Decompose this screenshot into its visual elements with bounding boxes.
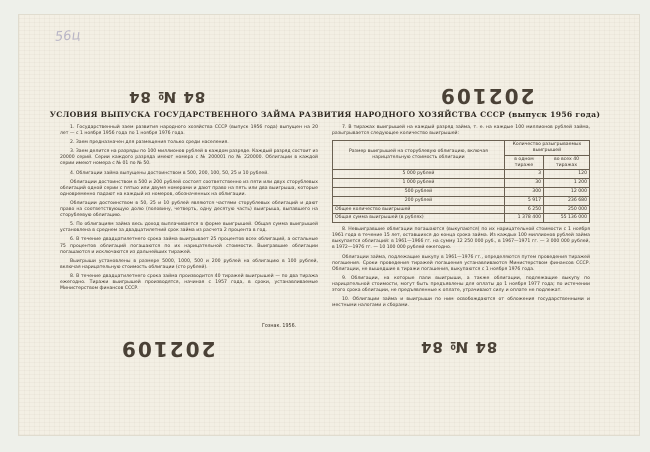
total-count-one: 6 250 — [504, 205, 543, 214]
total-count-all: 250 000 — [544, 205, 590, 214]
left-paragraph: Облигации достоинством в 500 и 200 рублей состоят соответственно из пяти или двух сторублевых облигаций одной серии с пятью или двумя номерами и дают право на пять или два выигрыша, которые одновременно падают на каждый из номеров, обозначенных на облигации. — [60, 179, 318, 197]
left-column — [60, 125, 318, 295]
prize-amount: 1 000 рублей — [333, 179, 505, 188]
bond-number-bottom-left: 202109 — [120, 337, 216, 361]
left-paragraph: 1. Государственный заем развития народного хозяйства СССР (выпуск 1956 года) выпущен на 20 лет — с 1 ноября 1956 года по 1 ноября 1976 года. — [60, 125, 318, 137]
right-intro: 7. В тиражах выигрышей на каждый разряд займа, т. е. на каждые 100 миллионов рублей займа, разыгрывается следующее количество выигрышей: — [332, 125, 590, 137]
total-sum-all: 55 136 000 — [544, 214, 590, 223]
left-paragraph: 5. По облигациям займа весь доход выплачивается в форме выигрышей. Общая сумма выигрышей установлена в среднем за двадцатилетний срок займа из расчета 2 процента в год. — [60, 222, 318, 234]
left-paragraph: 3. Заем делится на разряды по 100 миллионов рублей в каждом разряде. Каждый разряд состоит из 20000 серий. Серии каждого разряда имеют номера с № 200001 по № 220000. Облигации в каждой серии имеют номера с № 01 по № 50. — [60, 149, 318, 167]
prize-amount: 500 рублей — [333, 187, 505, 196]
bond-number-top-right: 202109 — [439, 84, 535, 108]
table-row — [333, 170, 590, 179]
header-all-draws: во всех 40 тиражах — [544, 155, 590, 170]
pencil-annotation: 56ц — [54, 28, 81, 45]
prize-count-all: 12 000 — [544, 187, 590, 196]
left-paragraph: Облигации достоинством в 50, 25 и 10 рублей являются частями сторублевых облигаций и дают право на соответствующую долю (половину, четверть, одну десятую часть) выигрыша, выпавшего на сторублевую облигацию. — [60, 200, 318, 219]
header-one-draw: в одном тираже — [504, 155, 543, 170]
table-row — [333, 196, 590, 205]
left-paragraph: Выигрыши установлены в размере 5000, 1000, 500 и 200 рублей на облигацию в 100 рублей, включая нарицательную стоимость облигации (сто рублей). — [60, 258, 318, 270]
prize-count-one: 3 — [504, 170, 543, 179]
prize-count-all: 236 680 — [544, 196, 590, 205]
left-paragraph: 6. В течение двадцатилетнего срока займа выигрывает 25 процентов всех облигаций, а остальные 75 процентов облигаций погашаются по их нарицательной стоимости. Выигравшие облигации погашаются и исключаются из дальнейших тиражей. — [60, 237, 318, 255]
prize-table — [332, 140, 590, 223]
total-count-label: Общее количество выигрышей — [333, 205, 505, 214]
left-paragraph: 4. Облигации займа выпущены достоинством в 500, 200, 100, 50, 25 и 10 рублей. — [70, 170, 269, 176]
prize-amount: 5 000 рублей — [333, 170, 505, 179]
prize-count-one: 300 — [504, 187, 543, 196]
left-paragraph: 2. Заем предназначен для размещения только среди населения. — [70, 140, 229, 146]
table-row — [333, 187, 590, 196]
document-title: УСЛОВИЯ ВЫПУСКА ГОСУДАРСТВЕННОГО ЗАЙМА РАЗВИТИЯ НАРОДНОГО ХОЗЯЙСТВА СССР (выпуск 1956 года) — [49, 110, 601, 119]
prize-amount: 200 рублей — [333, 196, 505, 205]
series-number-top-left: 84 № 84 — [128, 88, 206, 106]
right-paragraph: 8. Невыигравшие облигации погашаются (выкупаются) по их нарицательной стоимости с 1 ноября 1961 года в течение 15 лет, оставшихся до конца срока займа. Из каждых 100 миллионов рублей займа выкупается облигаций: в 1961—1966 гг. на сумму 12 250 000 руб., в 1967—1971 гг. — 3 000 000 рублей, в 1972—1976 гг. — 10 100 000 рублей ежегодно. — [332, 227, 590, 251]
table-row — [333, 179, 590, 188]
right-paragraph: 9. Облигации, на которые пали выигрыши, а также облигации, подлежащие выкупу по нарицательной стоимости, могут быть предъявлены для оплаты до 1 ноября 1977 года; по истечении этого срока облигации, не предъявленные к оплате, утрачивают силу и оплате не подлежат. — [332, 275, 590, 293]
right-paragraph: Облигации займа, подлежащие выкупу в 1961—1976 гг., определяются путем проведения тиражей погашения. Сроки проведения тиражей погашения устанавливаются Министерством финансов СССР. Облигации, не вышедшие в тиражи погашения, выкупаются с 1 ноября 1976 года. — [332, 254, 590, 272]
header-count-group: Количество разыгрываемых выигрышей — [504, 141, 589, 156]
total-sum-one: 1 378 400 — [504, 214, 543, 223]
printer-place-date: Гознак. 1956. — [262, 324, 297, 329]
series-number-bottom-right: 84 № 84 — [420, 338, 498, 356]
prize-count-all: 120 — [544, 170, 590, 179]
prize-count-one: 5 917 — [504, 196, 543, 205]
total-sum-label: Общая сумма выигрышей (в рублях) — [333, 214, 505, 223]
table-row-total-sum — [333, 214, 590, 223]
right-column — [332, 125, 590, 312]
table-row-total-count — [333, 205, 590, 214]
left-paragraph: 8. В течение двадцатилетнего срока займа производится 40 тиражей выигрышей — по два тиража ежегодно. Тиражи выигрышей производятся, начиная с 1957 года, в сроки, устанавливаемые Министерством финансов СССР. — [60, 273, 318, 292]
header-amount: Размер выигрышей на сторублевую облигацию, включая нарицательную стоимость облигации — [333, 141, 505, 170]
right-paragraph: 10. Облигации займа и выигрыши по ним освобождаются от обложения государственными и местными налогами и сборами. — [332, 297, 590, 309]
prize-count-one: 30 — [504, 179, 543, 188]
prize-count-all: 1 200 — [544, 179, 590, 188]
